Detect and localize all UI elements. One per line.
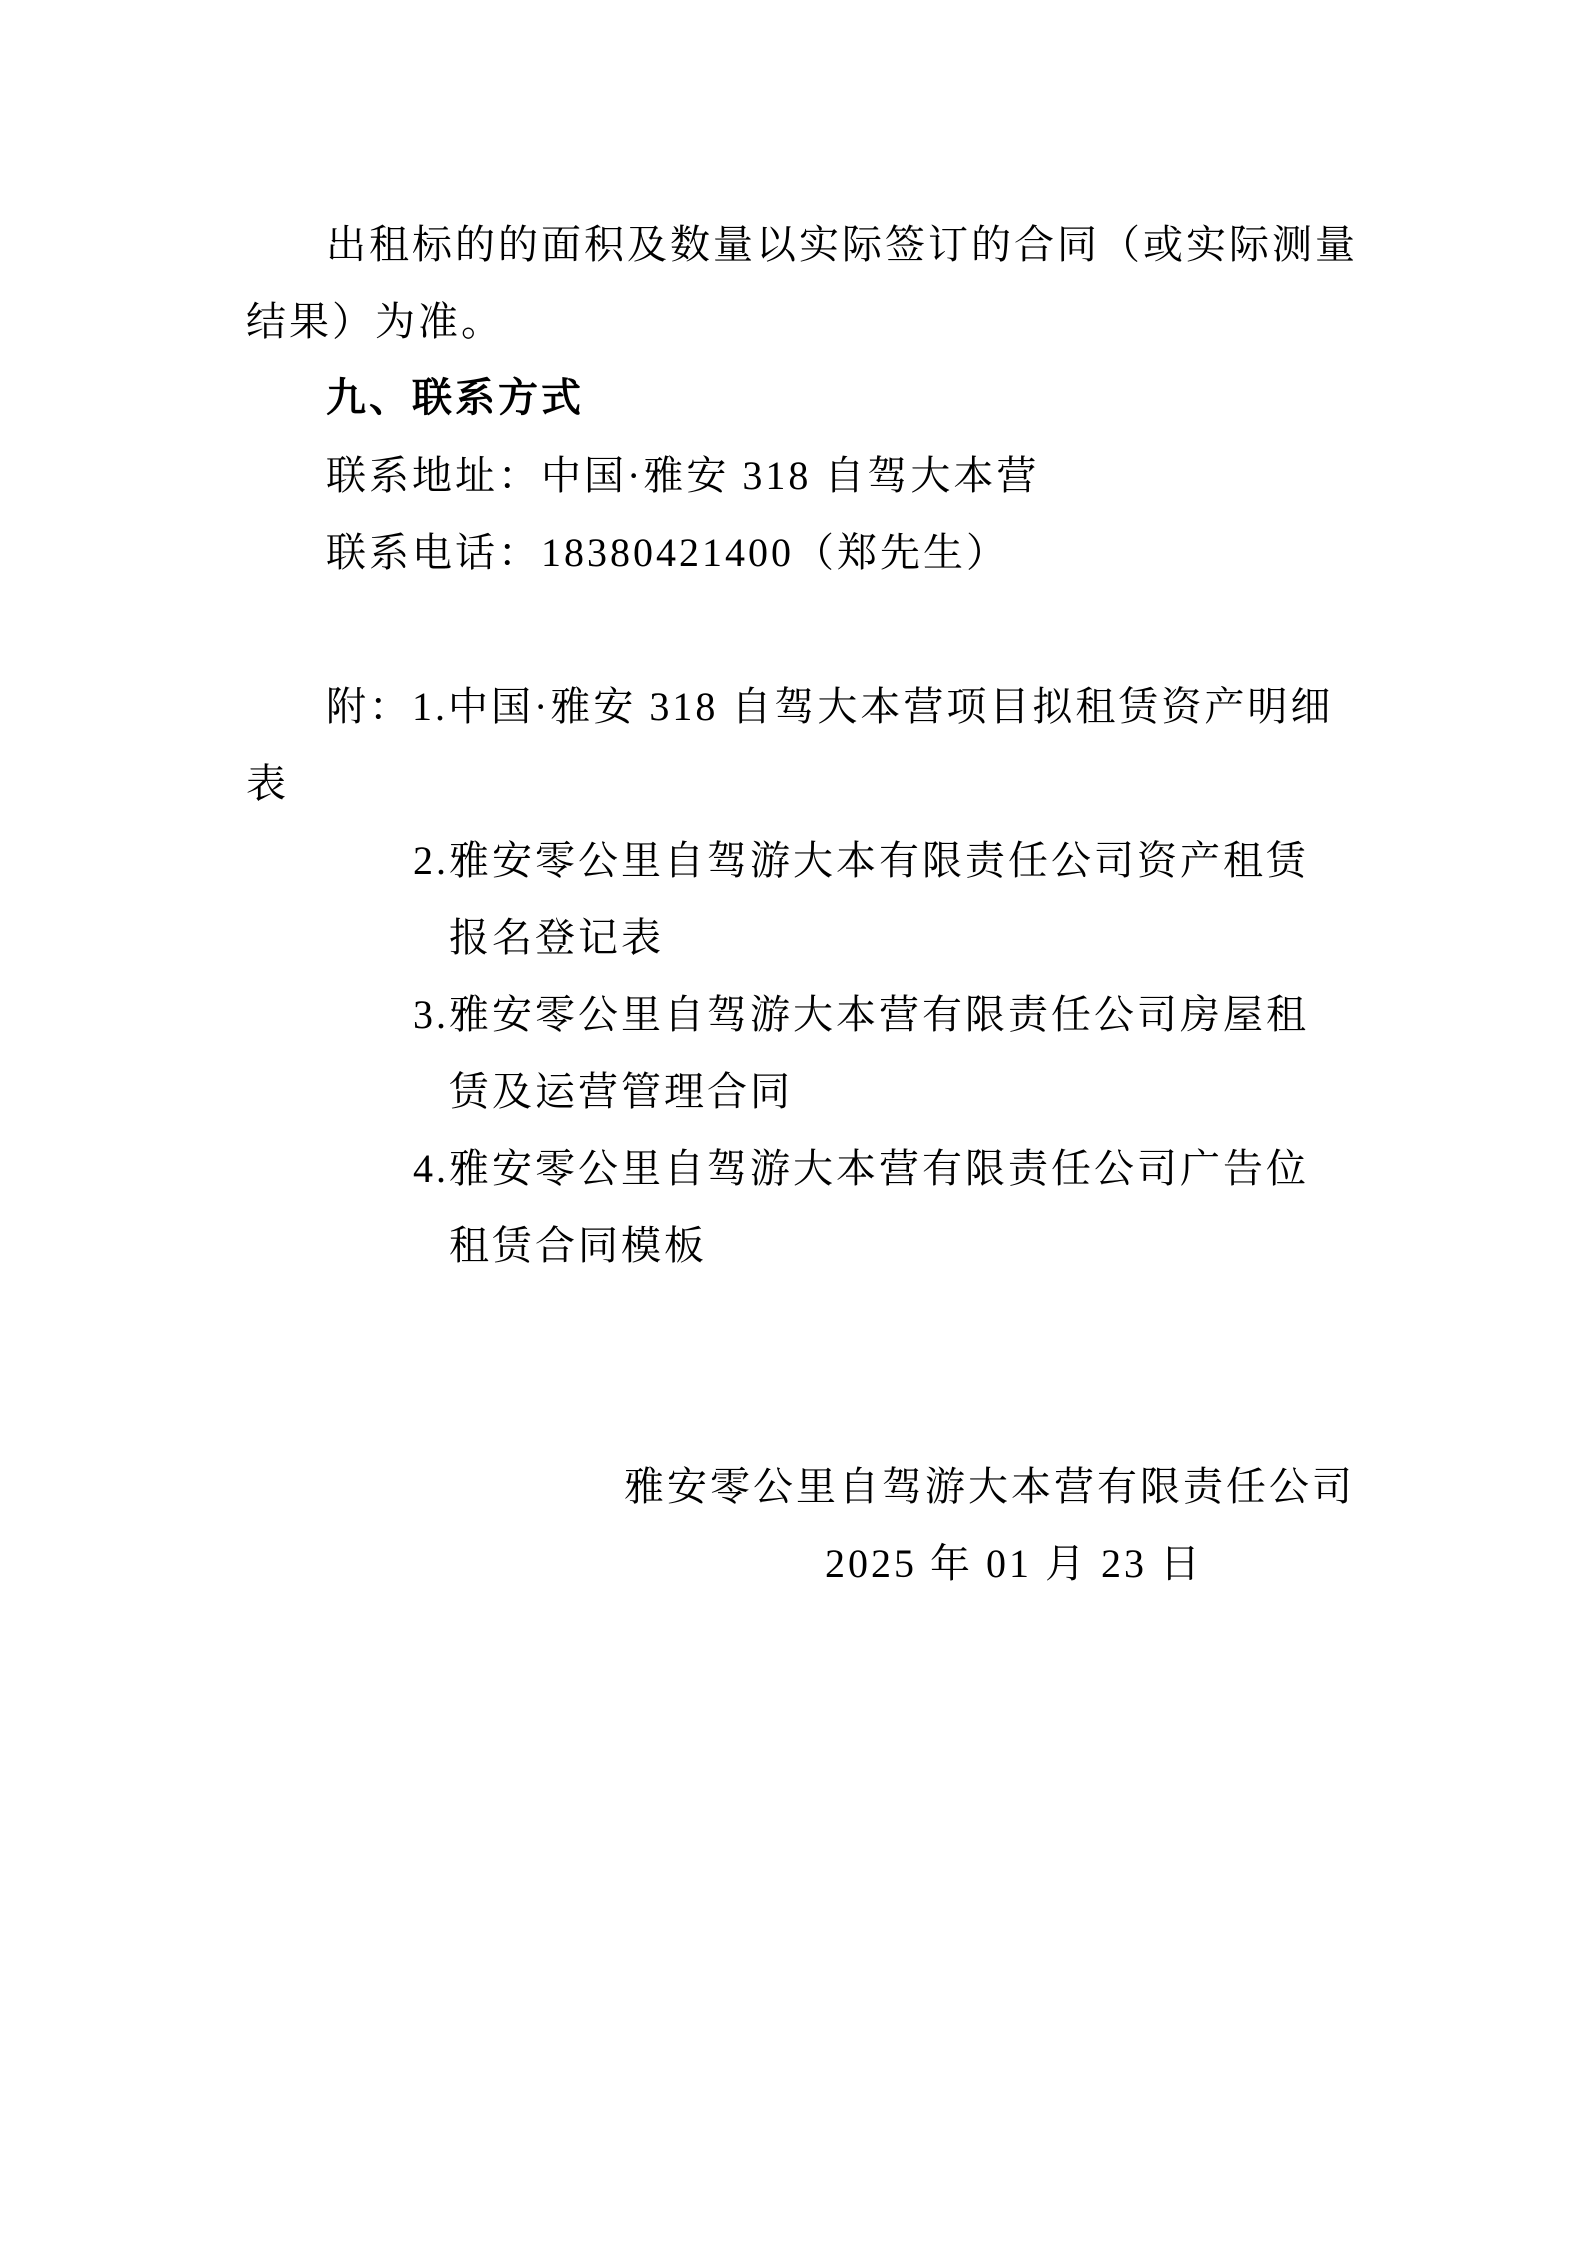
- signature-block: [246, 1448, 1376, 1602]
- signature-company: 雅安零公里自驾游大本营有限责任公司: [624, 1464, 1355, 1509]
- intro-line-2: 结果）为准。: [246, 299, 504, 344]
- attachment-item-3-line-2: 赁及运营管理合同: [449, 1069, 793, 1114]
- signature-date: 2025 年 01 月 23 日: [825, 1541, 1203, 1586]
- intro-line-1: 出租标的的面积及数量以实际签订的合同（或实际测量: [326, 222, 1358, 267]
- attachment-item-2-line-1: 2.雅安零公里自驾游大本有限责任公司资产租赁: [413, 838, 1309, 883]
- document-body: [246, 206, 1376, 1602]
- attachment-item-4-line-2: 租赁合同模板: [449, 1223, 707, 1268]
- attachment-label-line-2: 表: [246, 761, 289, 806]
- blank-line: [246, 1284, 1376, 1361]
- attachment-item-3-line-1: 3.雅安零公里自驾游大本营有限责任公司房屋租: [413, 992, 1309, 1037]
- attachment-label-line-1: 附：1.中国·雅安 318 自驾大本营项目拟租赁资产明细: [326, 684, 1334, 729]
- section-heading-contact: 九、联系方式: [326, 376, 584, 420]
- attachment-item-4-line-1: 4.雅安零公里自驾游大本营有限责任公司广告位: [413, 1146, 1309, 1191]
- contact-address: 联系地址：中国·雅安 318 自驾大本营: [326, 453, 1040, 498]
- blank-line: [246, 591, 1376, 668]
- attachment-item-2-line-2: 报名登记表: [449, 915, 664, 960]
- blank-line: [246, 1361, 1376, 1438]
- contact-phone: 联系电话：18380421400（郑先生）: [326, 530, 1009, 575]
